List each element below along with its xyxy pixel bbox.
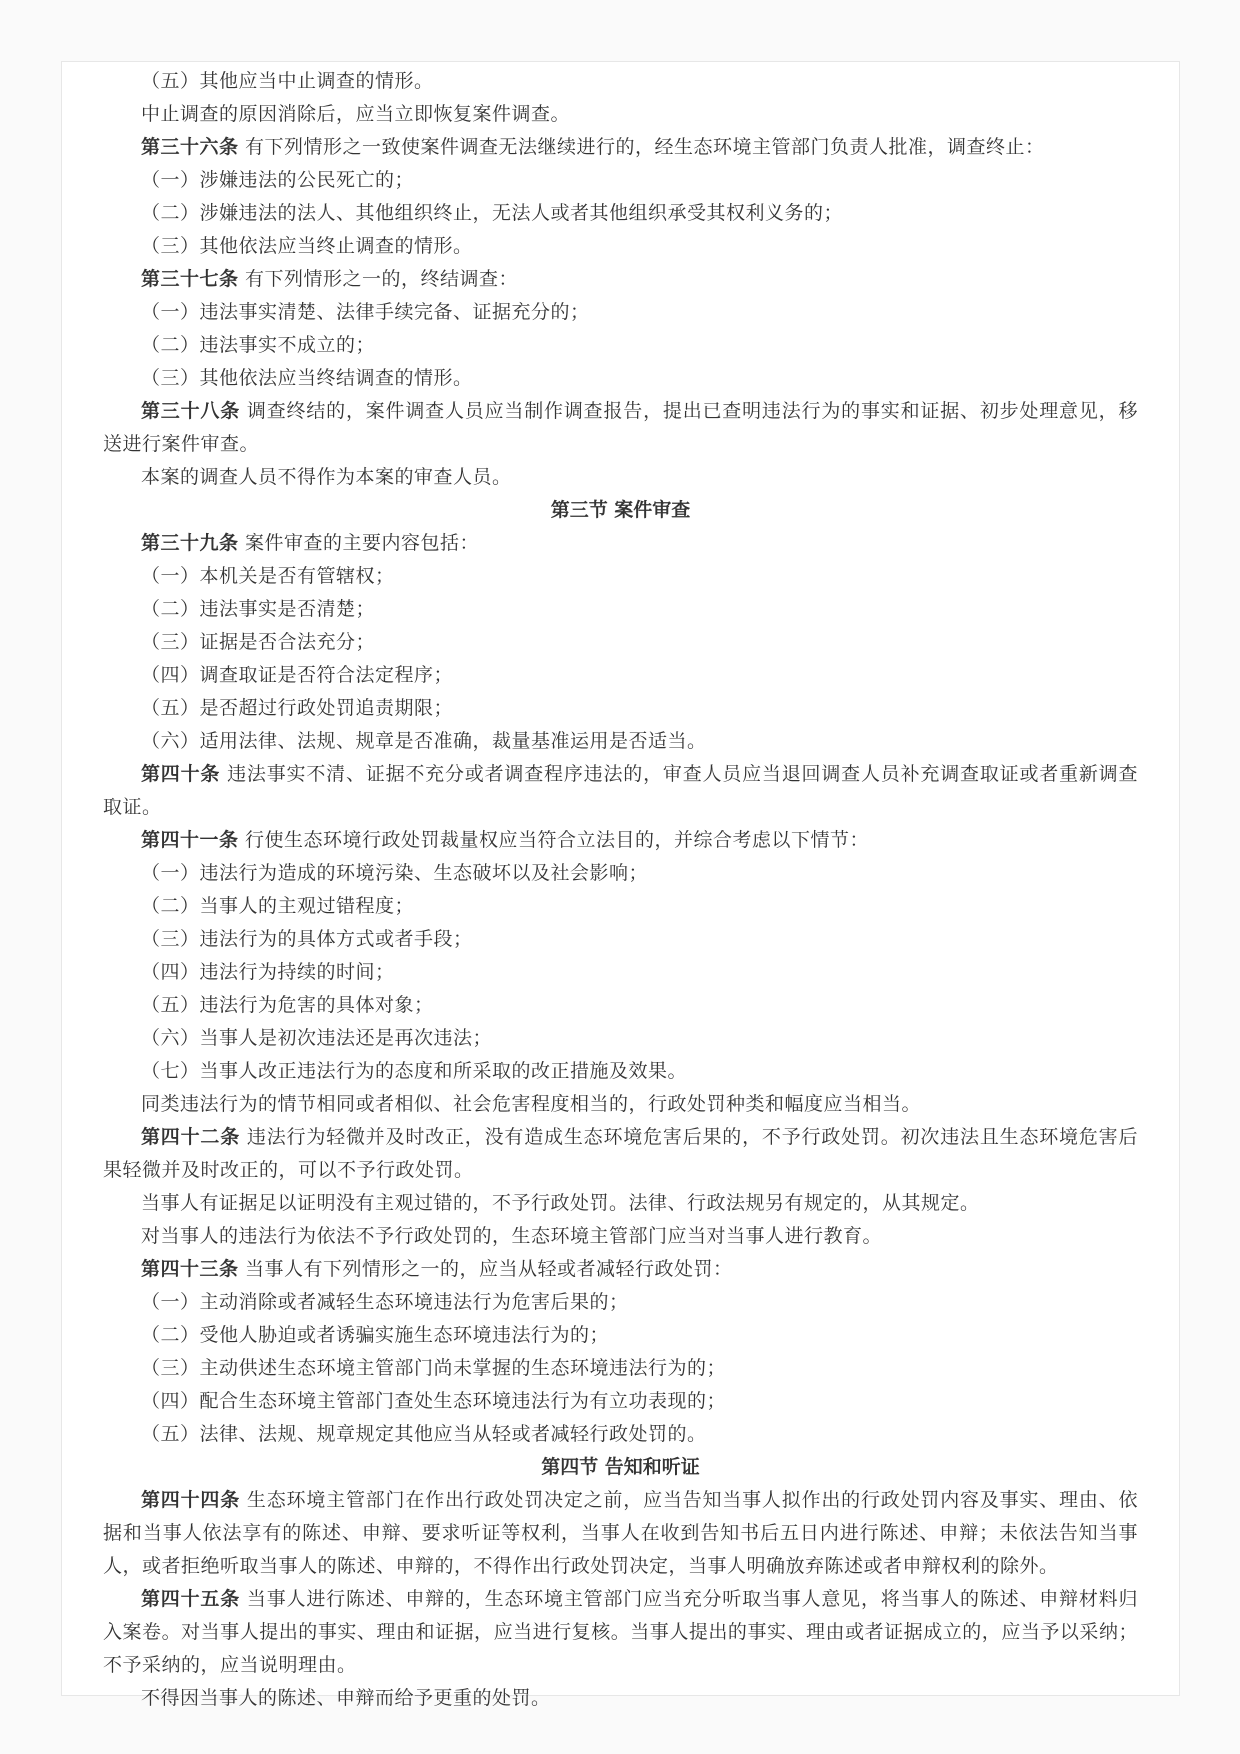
paragraph: （六）适用法律、法规、规章是否准确，裁量基准运用是否适当。 xyxy=(141,730,707,752)
paragraph: 当事人有证据足以证明没有主观过错的，不予行政处罚。法律、行政法规另有规定的，从其规定。 xyxy=(141,1192,980,1214)
paragraph: （一）本机关是否有管辖权； xyxy=(141,565,395,587)
paragraph: （四）违法行为持续的时间； xyxy=(141,961,395,983)
paragraph: （五）法律、法规、规章规定其他应当从轻或者减轻行政处罚的。 xyxy=(141,1423,707,1445)
paragraph: 中止调查的原因消除后，应当立即恢复案件调查。 xyxy=(141,103,571,125)
paragraph: （一）涉嫌违法的公民死亡的； xyxy=(141,169,415,191)
paragraph: 第四十条 违法事实不清、证据不充分或者调查程序违法的，审查人员应当退回调查人员补充调查取证或者重新调查取证。 xyxy=(103,763,1138,818)
paragraph: 对当事人的违法行为依法不予行政处罚的，生态环境主管部门应当对当事人进行教育。 xyxy=(141,1225,883,1247)
paragraph: （三）主动供述生态环境主管部门尚未掌握的生态环境违法行为的； xyxy=(141,1357,727,1379)
article-number: 第四十二条 xyxy=(141,1126,241,1148)
article-number: 第四十四条 xyxy=(141,1489,241,1511)
paragraph: （二）受他人胁迫或者诱骗实施生态环境违法行为的； xyxy=(141,1324,610,1346)
paragraph: 第四十二条 违法行为轻微并及时改正，没有造成生态环境危害后果的，不予行政处罚。初次违法且生态环境危害后果轻微并及时改正的，可以不予行政处罚。 xyxy=(103,1126,1138,1181)
paragraph: （三）违法行为的具体方式或者手段； xyxy=(141,928,473,950)
paragraph: 不得因当事人的陈述、申辩而给予更重的处罚。 xyxy=(141,1687,551,1709)
paragraph: （五）违法行为危害的具体对象； xyxy=(141,994,434,1016)
document-page xyxy=(61,61,1180,1709)
paragraph: （五）其他应当中止调查的情形。 xyxy=(141,70,434,92)
article-number: 第四十三条 xyxy=(141,1258,239,1280)
paragraph: （一）违法事实清楚、法律手续完备、证据充分的； xyxy=(141,301,590,323)
paragraph: （六）当事人是初次违法还是再次违法； xyxy=(141,1027,493,1049)
paragraph: （二）涉嫌违法的法人、其他组织终止，无法人或者其他组织承受其权利义务的； xyxy=(141,202,844,224)
paragraph: 第三十八条 调查终结的，案件调查人员应当制作调查报告，提出已查明违法行为的事实和证据、初步处理意见，移送进行案件审查。 xyxy=(103,400,1138,455)
paragraph: （二）当事人的主观过错程度； xyxy=(141,895,415,917)
paragraph: 第三十六条 有下列情形之一致使案件调查无法继续进行的，经生态环境主管部门负责人批准，调查终止： xyxy=(141,136,1045,158)
paragraph: 本案的调查人员不得作为本案的审查人员。 xyxy=(141,466,512,488)
article-number: 第三十九条 xyxy=(141,532,239,554)
paragraph: （七）当事人改正违法行为的态度和所采取的改正措施及效果。 xyxy=(141,1060,688,1082)
paragraph: 第四十三条 当事人有下列情形之一的，应当从轻或者减轻行政处罚： xyxy=(141,1258,733,1280)
section-heading: 第三节 案件审查 xyxy=(550,499,691,521)
paragraph: （二）违法事实是否清楚； xyxy=(141,598,376,620)
article-number: 第四十一条 xyxy=(141,829,239,851)
paragraph: 第四十四条 生态环境主管部门在作出行政处罚决定之前，应当告知当事人拟作出的行政处罚内容及事实、理由、依据和当事人依法享有的陈述、申辩、要求听证等权利，当事人在收到告知书后五日内进行陈述、申辩；未依法告知当事人，或者拒绝听取当事人的陈述、申辩的，不得作出行政处罚决定，当事人明确放弃陈述或者申辩权利的除外。 xyxy=(103,1489,1138,1577)
article-number: 第三十七条 xyxy=(141,268,239,290)
paragraph: 第三十七条 有下列情形之一的，终结调查： xyxy=(141,268,519,290)
paragraph: （三）证据是否合法充分； xyxy=(141,631,376,653)
paragraph: （五）是否超过行政处罚追责期限； xyxy=(141,697,454,719)
article-number: 第四十条 xyxy=(141,763,221,785)
document-body xyxy=(103,65,1138,1715)
paragraph: （四）调查取证是否符合法定程序； xyxy=(141,664,454,686)
paragraph: （二）违法事实不成立的； xyxy=(141,334,376,356)
section-heading: 第四节 告知和听证 xyxy=(541,1456,700,1478)
paragraph: 同类违法行为的情节相同或者相似、社会危害程度相当的，行政处罚种类和幅度应当相当。 xyxy=(141,1093,922,1115)
paragraph: 第三十九条 案件审查的主要内容包括： xyxy=(141,532,480,554)
paragraph: （四）配合生态环境主管部门查处生态环境违法行为有立功表现的； xyxy=(141,1390,727,1412)
article-number: 第三十六条 xyxy=(141,136,239,158)
article-number: 第三十八条 xyxy=(141,400,241,422)
paragraph: 第四十五条 当事人进行陈述、申辩的，生态环境主管部门应当充分听取当事人意见，将当事人的陈述、申辩材料归入案卷。对当事人提出的事实、理由和证据，应当进行复核。当事人提出的事实、理由或者证据成立的，应当予以采纳；不予采纳的，应当说明理由。 xyxy=(103,1588,1138,1676)
paragraph: （一）违法行为造成的环境污染、生态破坏以及社会影响； xyxy=(141,862,649,884)
paragraph: （三）其他依法应当终结调查的情形。 xyxy=(141,367,473,389)
paragraph: （三）其他依法应当终止调查的情形。 xyxy=(141,235,473,257)
article-number: 第四十五条 xyxy=(141,1588,241,1610)
paragraph: （一）主动消除或者减轻生态环境违法行为危害后果的； xyxy=(141,1291,629,1313)
paragraph: 第四十一条 行使生态环境行政处罚裁量权应当符合立法目的，并综合考虑以下情节： xyxy=(141,829,870,851)
